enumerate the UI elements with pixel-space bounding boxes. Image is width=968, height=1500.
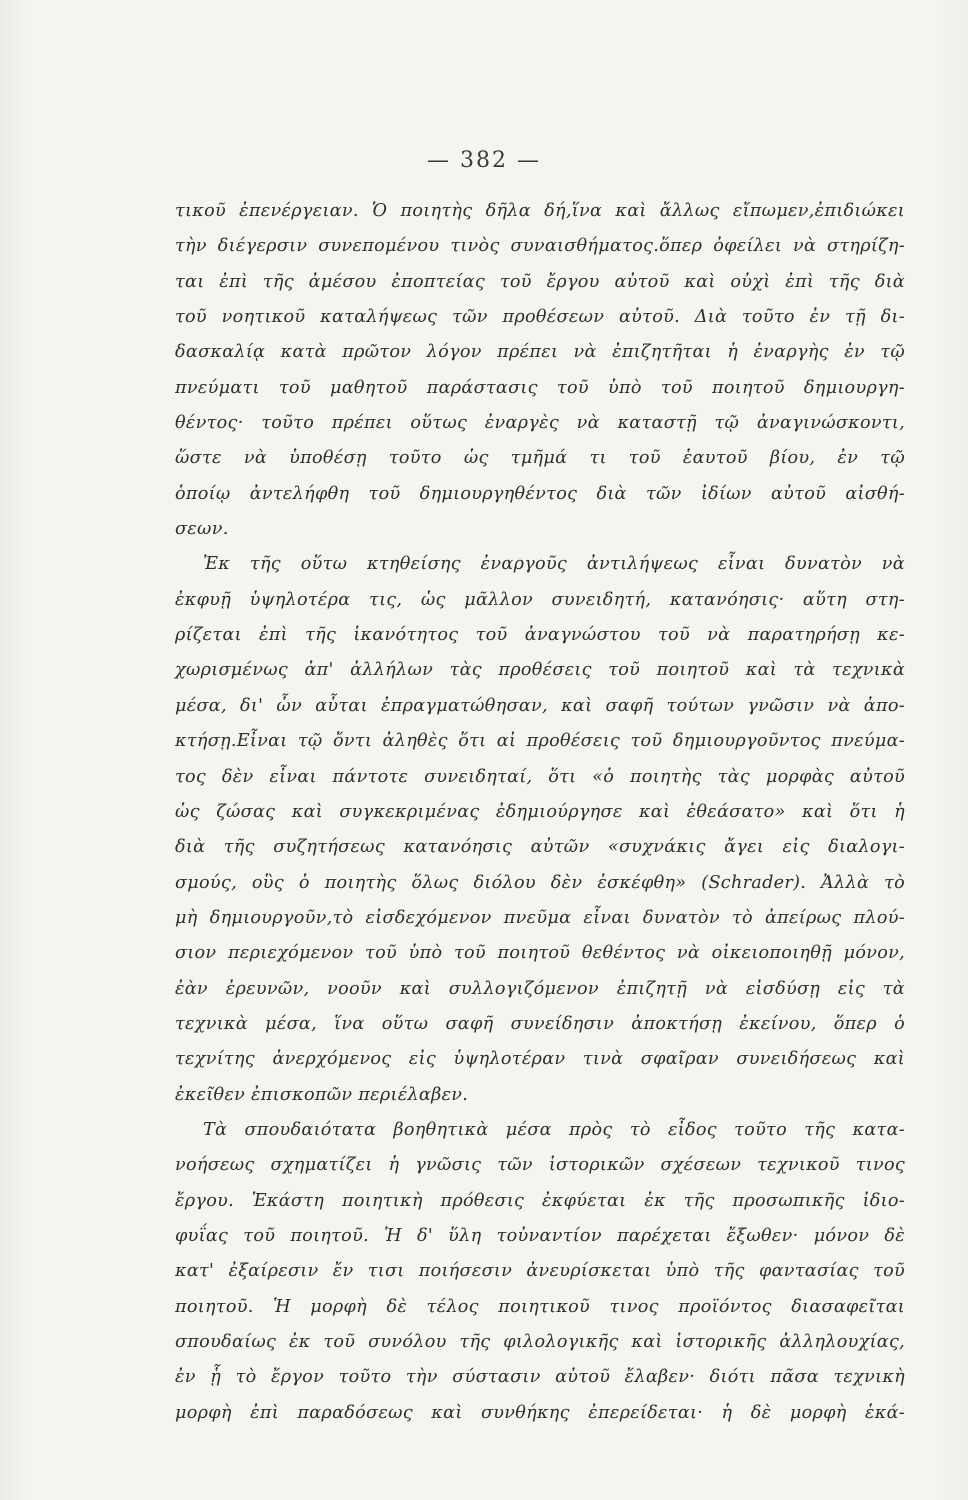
text-line: πνεύματι τοῦ μαθητοῦ παράστασις τοῦ ὑπὸ τοῦ ποιητοῦ δημιουργη- [175,377,905,398]
text-line: ἐὰν ἐρευνῶν, νοοῦν καὶ συλλογιζόμενον ἐπιζητῇ νὰ εἰσδύσῃ εἰς τὰ [175,978,905,999]
text-line: ἔργου. Ἑκάστη ποιητικὴ πρόθεσις ἐκφύεται ἐκ τῆς προσωπικῆς ἰδιο- [175,1190,905,1211]
text-line: σεων. [175,519,229,540]
text-line: νοήσεως σχηματίζει ἡ γνῶσις τῶν ἱστορικῶν σχέσεων τεχνικοῦ τινος [175,1155,905,1176]
text-line: τεχνίτης ἀνερχόμενος εἰς ὑψηλοτέραν τινὰ σφαῖραν συνειδήσεως καὶ [175,1049,905,1070]
text-line: ὁποίῳ ἀντελήφθη τοῦ δημιουργηθέντος διὰ τῶν ἰδίων αὐτοῦ αἰσθή- [175,483,905,504]
text-line: κατ' ἐξαίρεσιν ἔν τισι ποιήσεσιν ἀνευρίσκεται ὑπὸ τῆς φαντασίας τοῦ [175,1261,905,1282]
text-line: τοῦ νοητικοῦ καταλήψεως τῶν προθέσεων αὐτοῦ. Διὰ τοῦτο ἐν τῇ δι- [175,307,905,328]
text-line: τικοῦ ἐπενέργειαν. Ὁ ποιητὴς δῆλα δή,ἵνα καὶ ἄλλως εἴπωμεν,ἐπιδιώκει [175,201,905,221]
text-line: τος δὲν εἶναι πάντοτε συνειδηταί, ὅτι «ὁ ποιητὴς τὰς μορφὰς αὐτοῦ [175,766,905,787]
text-line: Ἐκ τῆς οὕτω κτηθείσης ἐναργοῦς ἀντιλήψεως εἶναι δυνατὸν νὰ [203,554,905,575]
text-line: θέντος· τοῦτο πρέπει οὕτως ἐναργὲς νὰ καταστῇ τῷ ἀναγινώσκοντι, [175,413,905,434]
text-line: Τὰ σπουδαιότατα βοηθητικὰ μέσα πρὸς τὸ εἶδος τοῦτο τῆς κατα- [203,1119,905,1140]
text-line: μὴ δημιουργοῦν,τὸ εἰσδεχόμενον πνεῦμα εἶναι δυνατὸν τὸ ἀπείρως πλού- [175,907,905,928]
text-line: φυΐας τοῦ ποιητοῦ. Ἡ δ' ὕλη τοὐναντίον παρέχεται ἔξωθεν· μόνον δὲ [175,1225,905,1246]
text-line: τεχνικὰ μέσα, ἵνα οὕτω σαφῆ συνείδησιν ἀποκτήσῃ ἐκείνου, ὅπερ ὁ [175,1013,905,1034]
text-line: ἐκφυῇ ὑψηλοτέρα τις, ὡς μᾶλλον συνειδητή, κατανόησις· αὕτη στη- [175,589,905,610]
text-line: ται ἐπὶ τῆς ἀμέσου ἐποπτείας τοῦ ἔργου αὐτοῦ καὶ οὐχὶ ἐπὶ τῆς διὰ [175,271,905,292]
text-line: τὴν διέγερσιν συνεπομένου τινὸς συναισθήματος.ὅπερ ὀφείλει νὰ στηρίζη- [175,236,905,257]
text-line: ποιητοῦ. Ἡ μορφὴ δὲ τέλος ποιητικοῦ τινος προϊόντος διασαφεῖται [175,1296,905,1317]
text-line: κτήσῃ.Εἶναι τῷ ὄντι ἀληθὲς ὅτι αἱ προθέσεις τοῦ δημιουργοῦντος πνεύμα- [175,731,905,752]
body-text [175,194,905,1431]
text-line: σμούς, οὓς ὁ ποιητὴς ὅλως διόλου δὲν ἐσκέφθη» (Schrader). Ἀλλὰ τὸ [175,872,905,893]
text-line: σπουδαίως ἐκ τοῦ συνόλου τῆς φιλολογικῆς καὶ ἱστορικῆς ἀλληλουχίας, [175,1332,905,1352]
text-line: ὥστε νὰ ὑποθέσῃ τοῦτο ὡς τμῆμά τι τοῦ ἑαυτοῦ βίου, ἐν τῷ [175,448,905,469]
text-line: μέσα, δι' ὧν αὗται ἐπραγματώθησαν, καὶ σαφῆ τούτων γνῶσιν νὰ ἀπο- [175,695,905,716]
text-line: δασκαλίᾳ κατὰ πρῶτον λόγον πρέπει νὰ ἐπιζητῆται ἡ ἐναργὴς ἐν τῷ [175,342,905,363]
text-line: μορφὴ ἐπὶ παραδόσεως καὶ συνθήκης ἐπερείδεται· ἡ δὲ μορφὴ ἑκά- [175,1402,905,1423]
text-line: χωρισμένως ἀπ' ἀλλήλων τὰς προθέσεις τοῦ ποιητοῦ καὶ τὰ τεχνικὰ [175,660,905,681]
text-line: ἐν ᾗ τὸ ἔργον τοῦτο τὴν σύστασιν αὐτοῦ ἔλαβεν· διότι πᾶσα τεχνικὴ [175,1367,905,1388]
text-line: ὡς ζώσας καὶ συγκεκριμένας ἐδημιούργησε καὶ ἐθεάσατο» καὶ ὅτι ἡ [175,801,905,822]
text-line: σιον περιεχόμενον τοῦ ὑπὸ τοῦ ποιητοῦ θεθέντος νὰ οἰκειοποιηθῇ μόνον, [175,943,905,964]
text-line: διὰ τῆς συζητήσεως κατανόησις αὐτῶν «συχνάκις ἄγει εἰς διαλογι- [175,837,905,858]
page-number: — 382 — [427,148,541,173]
text-line: ἐκεῖθεν ἐπισκοπῶν περιέλαβεν. [175,1084,469,1105]
text-line: ρίζεται ἐπὶ τῆς ἱκανότητος τοῦ ἀναγνώστου τοῦ νὰ παρατηρήσῃ κε- [175,625,905,646]
